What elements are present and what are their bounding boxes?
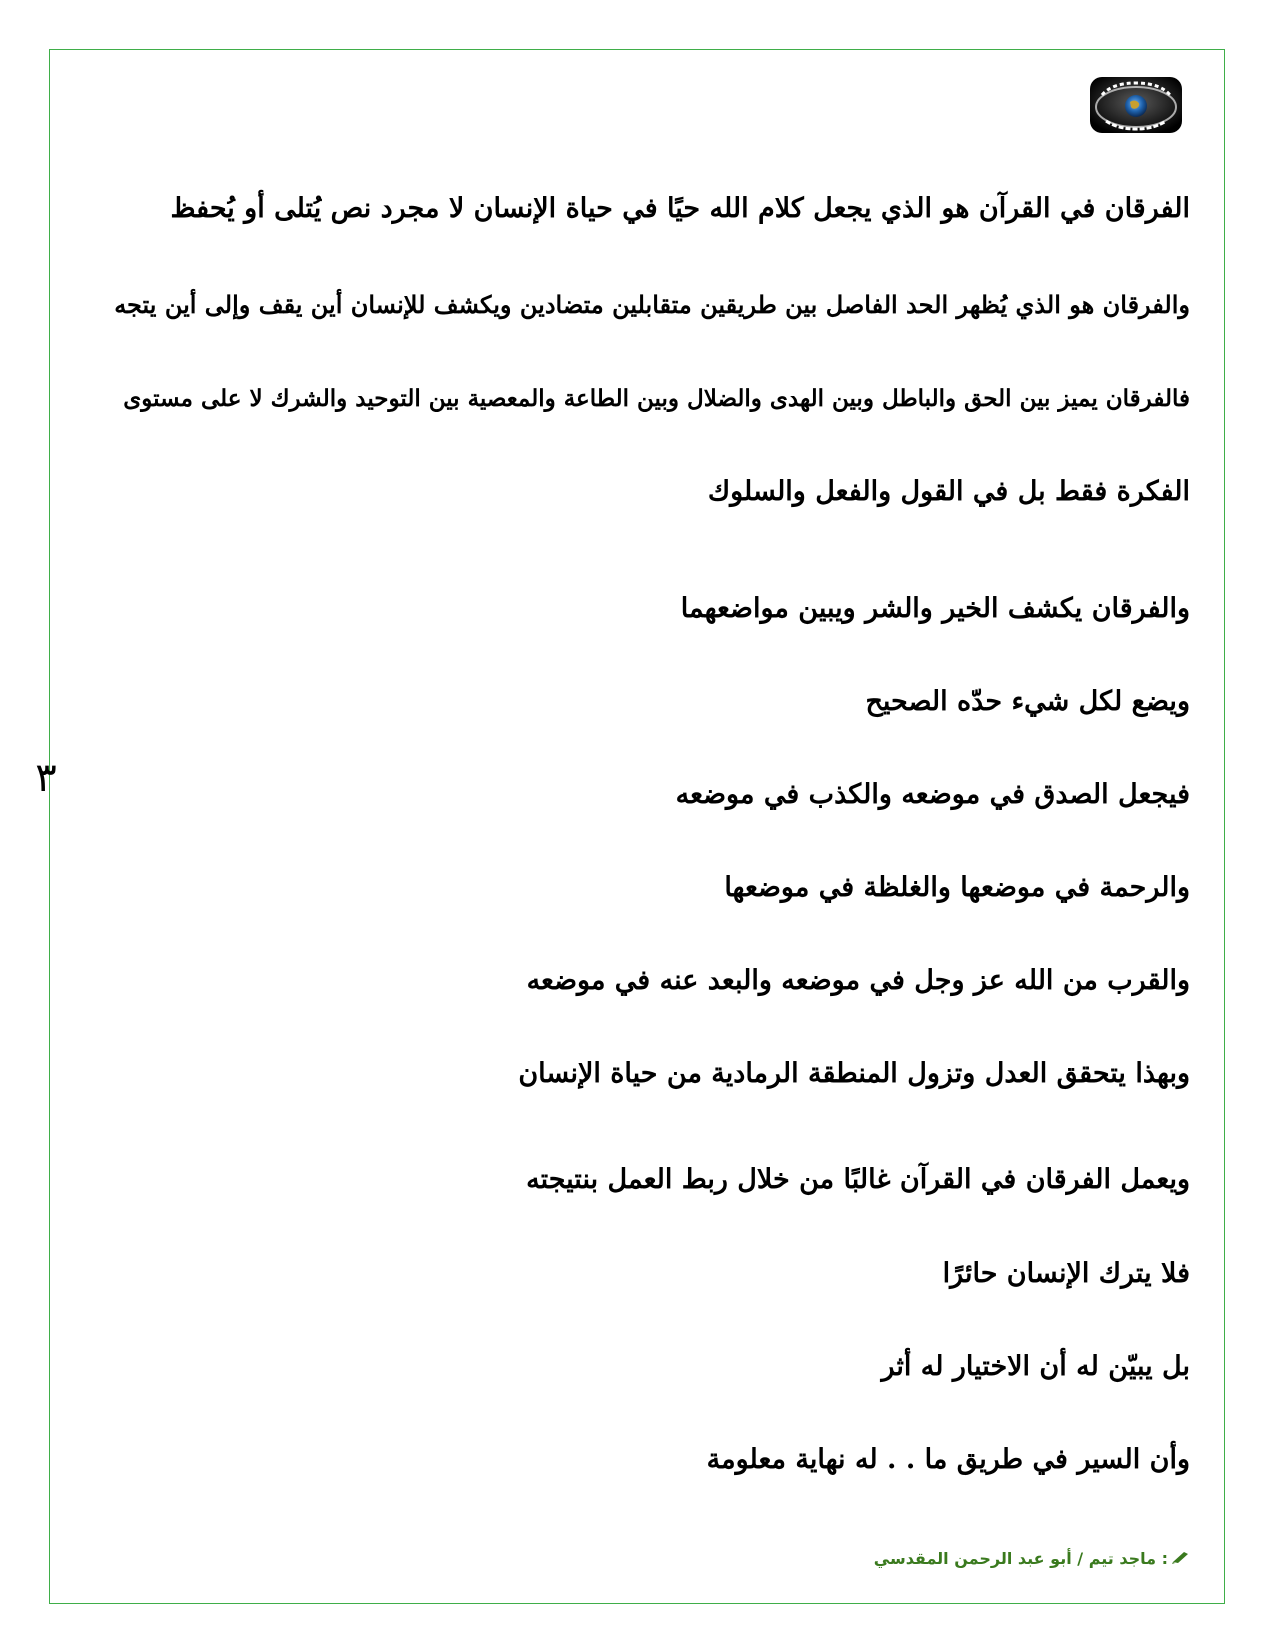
body-line-8: والرحمة في موضعها والغلظة في موضعها (724, 872, 1190, 903)
body-line-3: فالفرقان يميز بين الحق والباطل وبين الهدى والضلال وبين الطاعة والمعصية بين التوحيد والشرك لا على مستوى (123, 385, 1190, 412)
logo (1088, 73, 1184, 137)
author-footer (874, 1548, 1190, 1570)
body-line-12: فلا يترك الإنسان حائرًا (942, 1258, 1190, 1289)
globe-emblem-logo-icon (1088, 73, 1184, 137)
pen-icon (1172, 1548, 1190, 1570)
page-number: ٣ (35, 755, 57, 801)
body-line-6: ويضع لكل شيء حدّه الصحيح (865, 686, 1190, 717)
body-line-11: ويعمل الفرقان في القرآن غالبًا من خلال ربط العمل بنتيجته (526, 1164, 1190, 1195)
body-line-2: والفرقان هو الذي يُظهر الحد الفاصل بين طريقين متقابلين متضادين ويكشف للإنسان أين يقف وإلى أين يتجه (114, 290, 1190, 319)
body-line-9: والقرب من الله عز وجل في موضعه والبعد عنه في موضعه (526, 965, 1190, 996)
body-line-5: والفرقان يكشف الخير والشر ويبين مواضعهما (680, 593, 1190, 624)
body-line-7: فيجعل الصدق في موضعه والكذب في موضعه (675, 779, 1190, 810)
body-line-4: الفكرة فقط بل في القول والفعل والسلوك (707, 476, 1190, 507)
body-line-10: وبهذا يتحقق العدل وتزول المنطقة الرمادية من حياة الإنسان (518, 1058, 1190, 1089)
body-line-1: الفرقان في القرآن هو الذي يجعل كلام الله حيًا في حياة الإنسان لا مجرد نص يُتلى أو يُحفظ (170, 193, 1190, 224)
body-line-14: وأن السير في طريق ما . . له نهاية معلومة (706, 1444, 1190, 1475)
body-line-13: بل يبيّن له أن الاختيار له أثر (881, 1351, 1190, 1382)
author-credit: : ماجد تيم / أبو عبد الرحمن المقدسي (873, 1549, 1168, 1568)
